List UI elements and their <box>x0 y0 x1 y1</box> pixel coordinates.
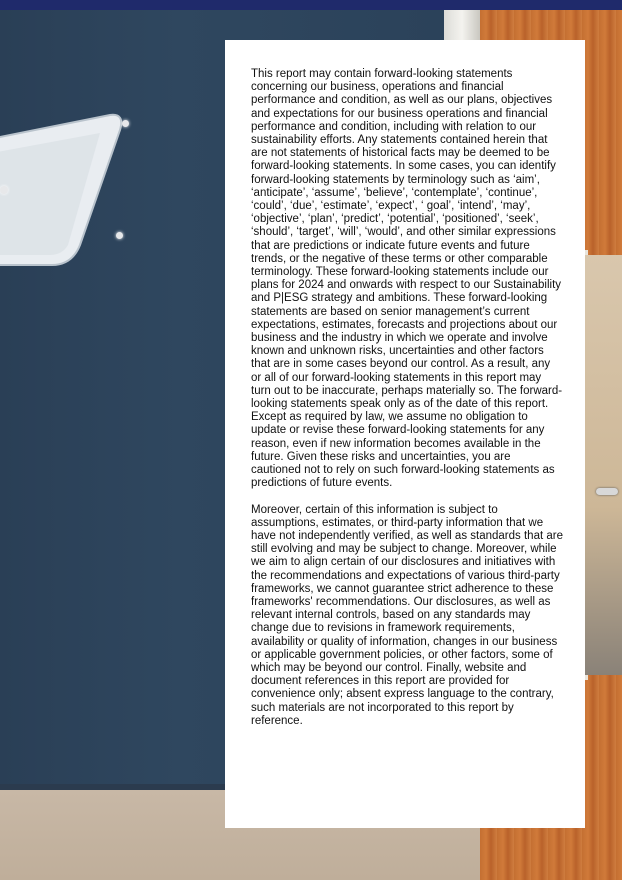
top-accent-bar <box>0 0 622 10</box>
disclaimer-paragraph-forward-looking: This report may contain forward-looking statements concerning our business, operations and financial performance and condition, as well as our plans, objectives and expectations for our business operations and financial performance and condition, including with relation to our sustainability efforts. Any statements contained herein that are not statements of historical facts may be deemed to be forward-looking statements. In some cases, you can identify forward-looking statements by terminology such as ‘aim’, ‘anticipate’, ‘assume’, ‘believe’, ‘contemplate’, ‘continue’, ‘could’, ‘due’, ‘estimate’, ‘expect’, ‘ goal’, ‘intend’, ‘may’, ‘objective’, ‘plan’, ‘predict’, ‘potential’, ‘positioned’, ‘seek’, ‘should’, ‘target’, ‘will’, ‘would’, and other similar expressions that are predictions or indicate future events and future trends, or the negative of these terms or other comparable terminology. These forward-looking statements include our plans for 2024 and onwards with respect to our Sustainability and P|ESG strategy and ambitions. These forward-looking statements are based on senior management’s current expectations, estimates, forecasts and projections about our business and the industry in which we operate and involve known and unknown risks, uncertainties and other factors that are in some cases beyond our control. As a result, any or all of our forward-looking statements in this report may turn out to be inaccurate, perhaps materially so. The forward-looking statements speak only as of the date of this report. Except as required by law, we assume no obligation to update or revise these forward-looking statements for any reason, even if new information becomes available in the future. Given these risks and uncertainties, you are cautioned not to rely on such forward-looking statements as predictions of future events. <box>251 68 563 490</box>
doorway <box>585 255 622 675</box>
disclaimer-panel <box>225 40 585 828</box>
door-handle <box>596 488 618 495</box>
disclaimer-paragraph-third-party: Moreover, certain of this information is subject to assumptions, estimates, or third-party information that we have not independently verified, as well as standards that are still evolving and may be subject to change. Moreover, while we aim to align certain of our disclosures and initiatives with the recommendations and expectations of various third-party frameworks, we cannot guarantee strict adherence to these frameworks' recommendations. Our disclosures, as well as relevant internal controls, based on any standards may change due to revisions in framework requirements, availability or quality of information, changes in our business or applicable government policies, or other factors, some of which may be beyond our control. Finally, website and document references in this report are provided for convenience only; absent express language to the contrary, such materials are not incorporated to this report by reference. <box>251 503 563 727</box>
wall-logo-shape <box>0 105 160 275</box>
wall-light-spot <box>0 186 8 194</box>
wall-light-spot <box>116 232 123 239</box>
wall-light-spot <box>122 120 129 127</box>
